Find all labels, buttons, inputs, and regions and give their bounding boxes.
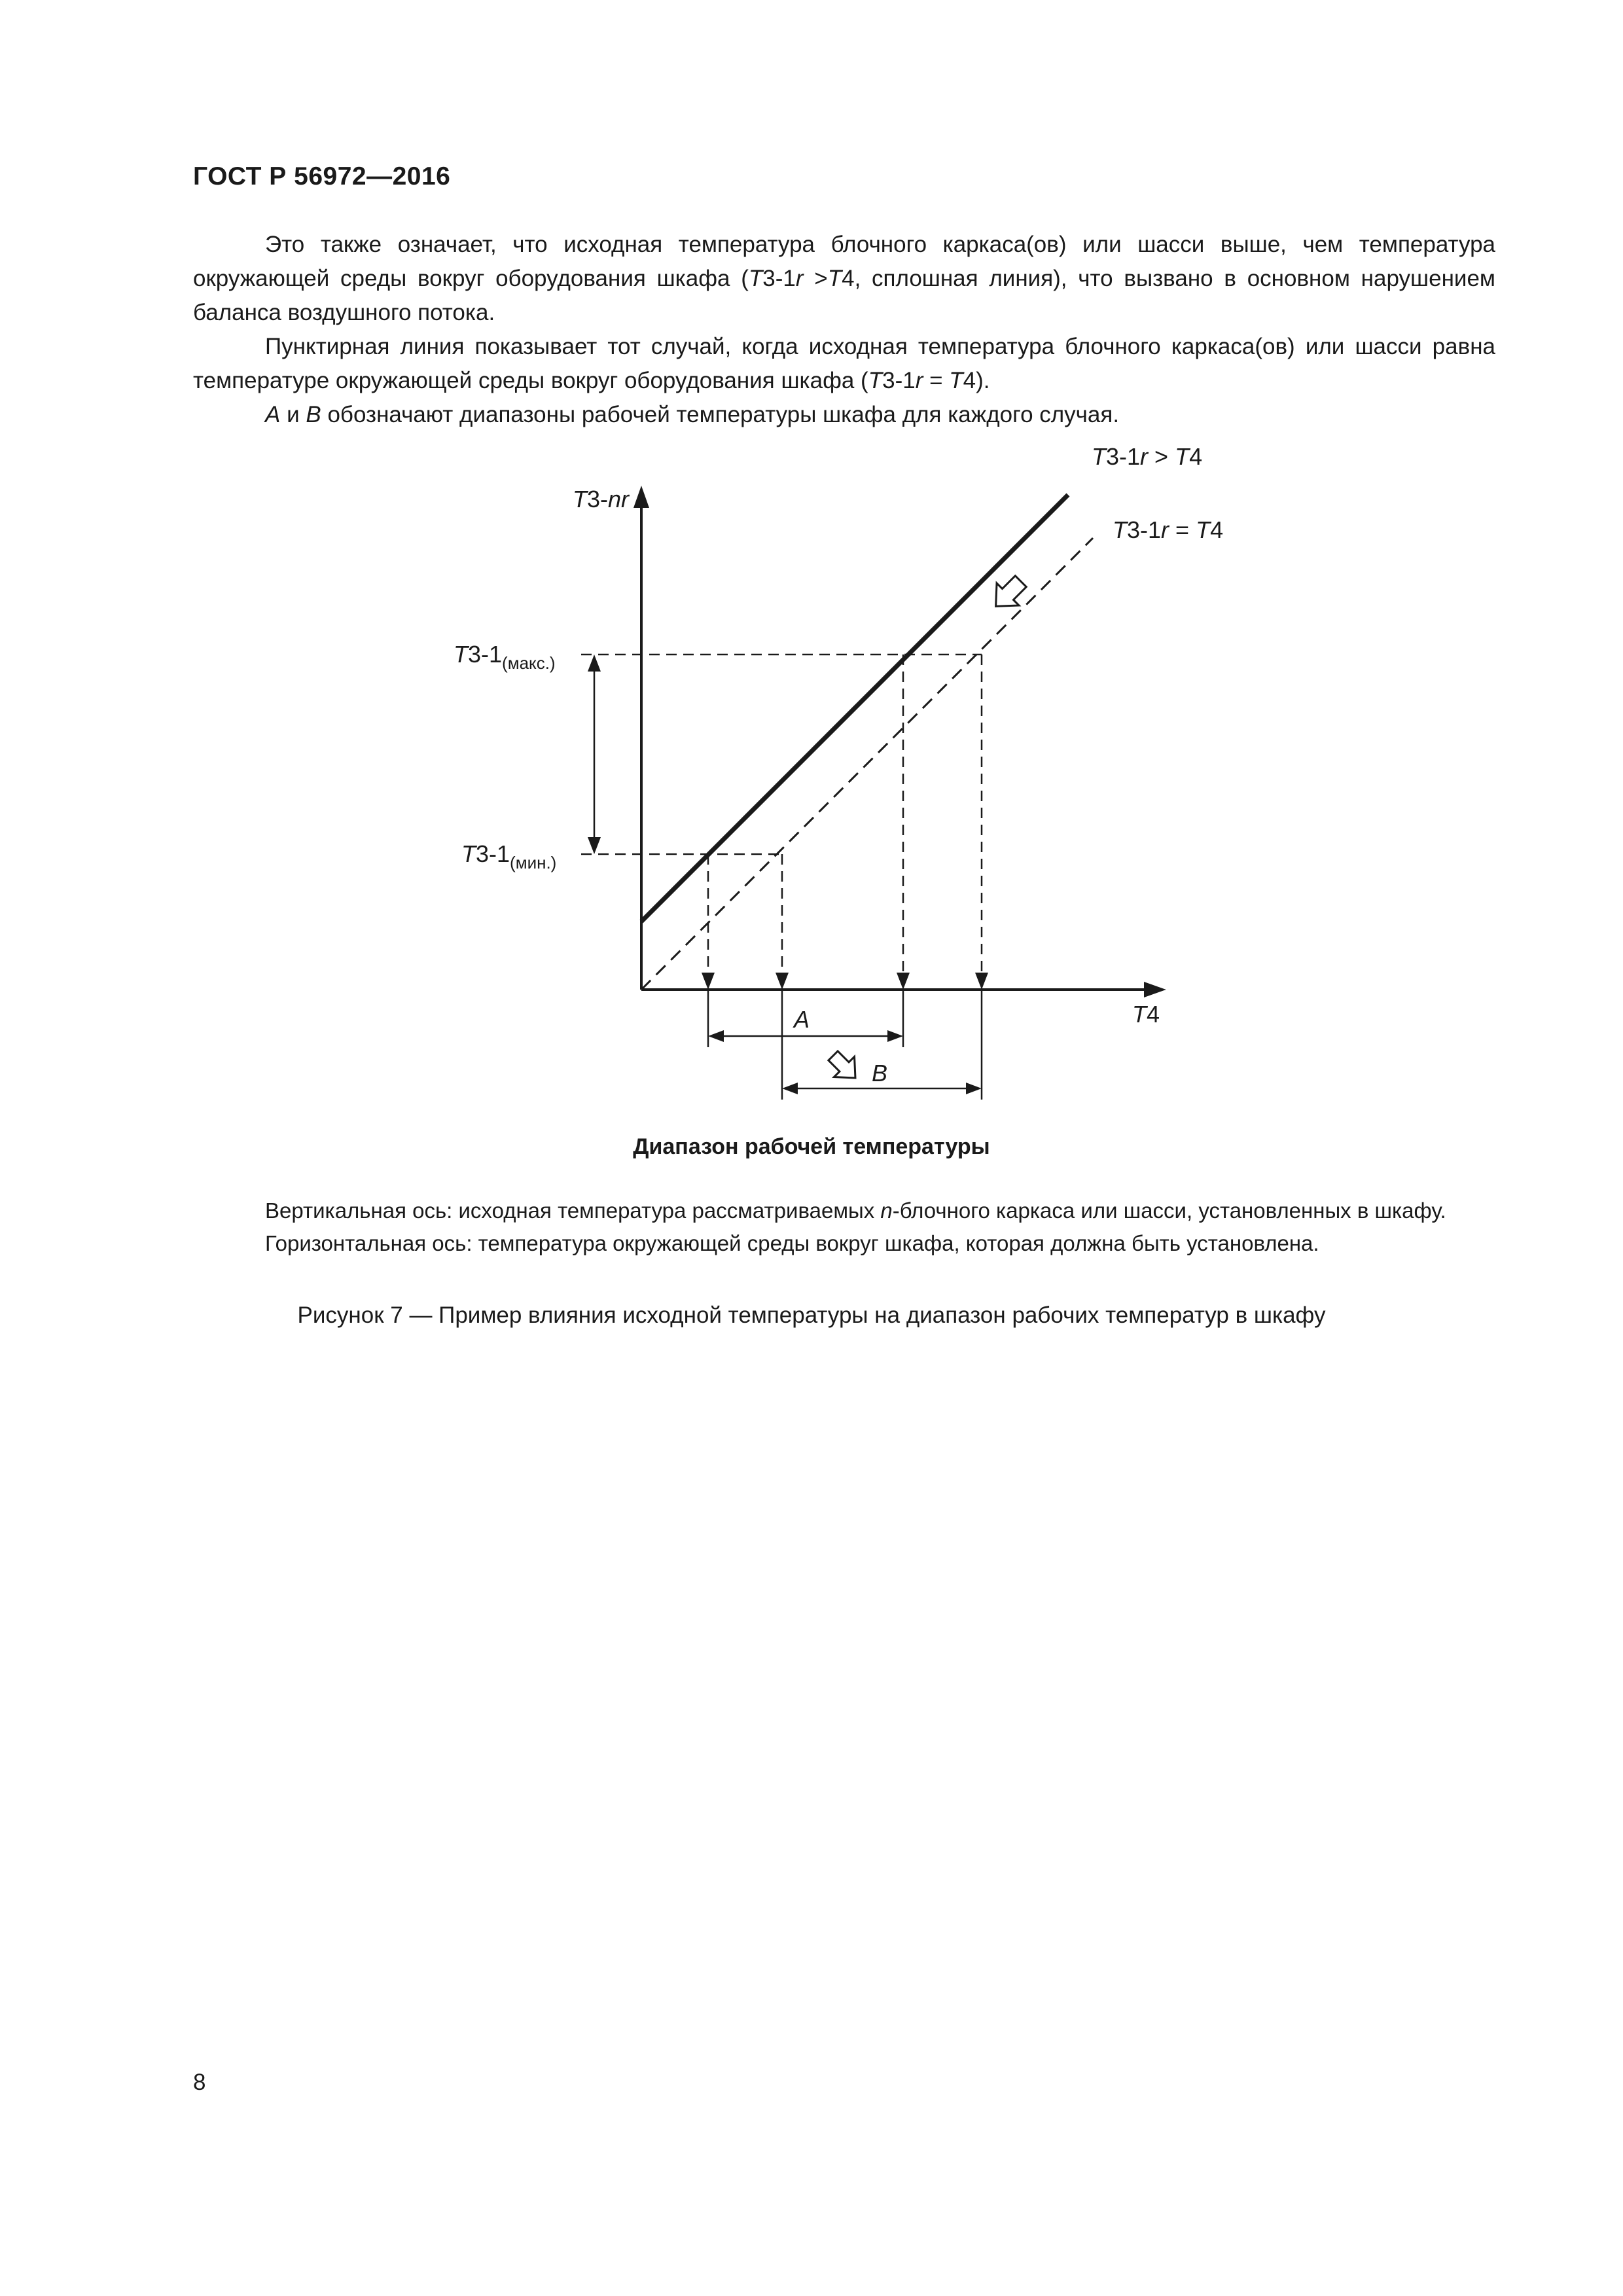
note-vertical-axis [193,1194,1495,1227]
y-range-arrow-bottom [588,837,601,854]
line-dashed-t31r-eq-t4 [641,538,1093,990]
note-horizontal-axis: Горизонтальная ось: температура окружающей среды вокруг шкафа, которая должна быть установлена. [265,1231,1319,1255]
t31-max-label: $T3-1_{(макс.)}$ [454,641,556,673]
p3-b: B [306,402,321,427]
p1-r: r [795,266,804,291]
drop-arrow-3 [897,973,910,990]
p2-text-a: Пунктирная линия показывает тот случай, когда исходная температура блочного каркаса(ов) или шасси равна температуре окружающей среды вокруг оборудования шкафа ( [193,334,1495,393]
t31-min-label: $T3-1_{(мин.)}$ [461,840,557,872]
line-dashed-label: T3-1r = T4 [1113,516,1224,543]
figure-subtitle: Диапазон рабочей температуры [633,1134,990,1159]
p2-t31: 3-1 [882,368,916,393]
range-b-arrow-left [782,1083,798,1094]
p2-text-b: ). [976,368,990,393]
drop-arrow-4 [975,973,988,990]
p3-rest: обозначают диапазоны рабочей температуры шкафа для каждого случая. [321,402,1120,427]
p1-t-letter: T [748,266,763,291]
figure-title: Рисунок 7 — Пример влияния исходной температуры на диапазон рабочих температур в шкафу [297,1302,1326,1328]
y-axis-arrowhead [633,486,649,508]
line-solid-label: T3-1r > T4 [1092,443,1203,470]
p2-r: r [915,368,923,393]
drop-arrow-2 [776,973,789,990]
range-b-arrow-right [966,1083,982,1094]
y-range-arrow-top [588,655,601,672]
p1-t31: 3-1 [762,266,796,291]
p1-t4-letter: T [827,266,842,291]
p3-and: и [280,402,306,427]
page-number: 8 [193,2070,206,2095]
note-vertical-b: -блочного каркаса или шасси, установленных в шкафу. [892,1198,1446,1223]
range-b-label: B [872,1060,888,1086]
range-a-arrow-right [887,1030,903,1042]
p2-t4-num: 4 [963,368,976,393]
line-solid-t31r-gt-t4 [641,495,1068,922]
note-vertical-a: Вертикальная ось: исходная температура рассматриваемых [265,1198,881,1223]
p1-text-b: , сплошная линия), что вызвано в основном нарушением баланса воздушного потока. [193,266,1495,325]
p2-t4-letter: T [949,368,963,393]
y-axis-label: T3-nr [573,486,630,512]
p1-text-a: Это также означает, что исходная температура блочного каркаса(ов) или шасси выше, чем температура окружающей среды вокруг оборудования шкафа ( [193,232,1495,291]
range-a-label: A [794,1006,810,1033]
p2-t-letter: T [868,368,883,393]
shift-arrow-bottom [823,1045,865,1088]
p3-a: A [265,402,281,427]
p2-eq: = [923,368,950,393]
document-header: ГОСТ Р 56972—2016 [193,162,451,190]
drop-arrow-1 [702,973,715,990]
axis-notes [193,1194,1495,1260]
note-vertical-n: n [880,1198,893,1223]
x-axis-label: T4 [1132,1001,1160,1028]
p1-gt: > [803,266,828,291]
x-axis-arrowhead [1144,982,1166,997]
shift-arrow-top [985,570,1032,617]
range-a-arrow-left [708,1030,724,1042]
p1-t4-num: 4 [842,266,855,291]
